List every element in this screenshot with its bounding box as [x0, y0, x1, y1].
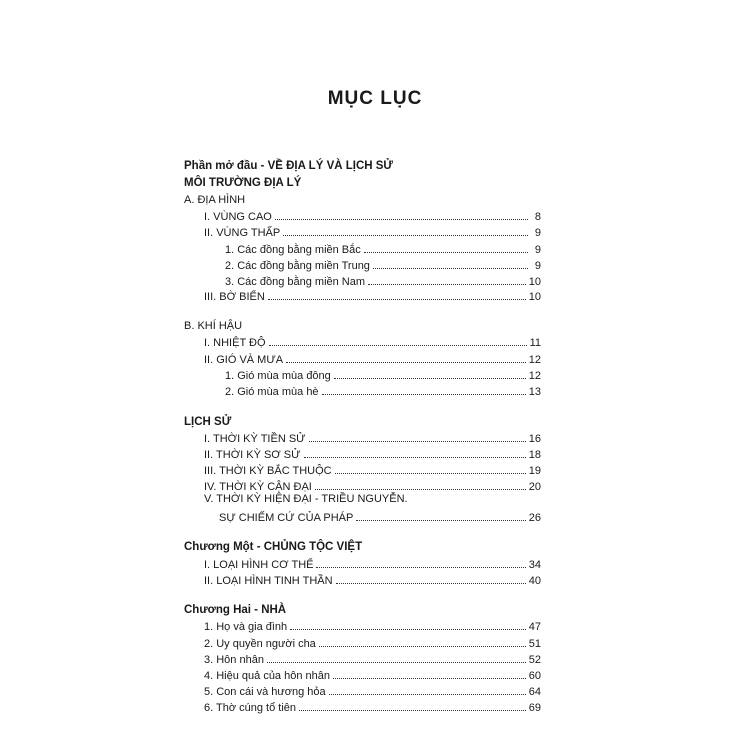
- toc-entry[interactable]: [204, 555, 541, 571]
- toc-entry[interactable]: [204, 634, 541, 650]
- toc-entry[interactable]: [204, 445, 541, 461]
- toc-entry-label: 3. Các đồng bằng miền Nam: [225, 276, 366, 288]
- toc-entry-label: 1. Họ và gia đình: [204, 621, 288, 633]
- toc-entry[interactable]: [204, 698, 541, 714]
- toc-entry-page: 9: [534, 260, 541, 272]
- toc-entry-label: 1. Gió mùa mùa đông: [225, 370, 331, 382]
- leader-dots: [368, 283, 526, 285]
- leader-dots: [299, 709, 526, 711]
- leader-dots: [319, 645, 526, 647]
- toc-entry-label: I. LOẠI HÌNH CƠ THỂ: [204, 559, 314, 571]
- toc-entry-page: 11: [529, 337, 541, 349]
- toc-entry-page: 16: [528, 433, 541, 445]
- intro-heading: Phần mở đầu - VỀ ĐỊA LÝ VÀ LỊCH SỬ: [184, 160, 393, 172]
- section-heading-dia-hinh: A. ĐỊA HÌNH: [184, 194, 246, 206]
- toc-entry-page: 12: [528, 354, 541, 366]
- toc-entry-label: I. NHIỆT ĐỘ: [204, 337, 266, 349]
- toc-entry-label: III. THỜI KỲ BẮC THUỘC: [204, 465, 332, 477]
- toc-entry[interactable]: [225, 272, 541, 288]
- leader-dots: [356, 519, 525, 521]
- toc-entry-page: 69: [528, 702, 541, 714]
- toc-entry[interactable]: [204, 333, 541, 349]
- toc-entry[interactable]: [219, 508, 541, 524]
- toc-entry[interactable]: [204, 223, 541, 239]
- leader-dots: [333, 677, 526, 679]
- toc-entry-page: 64: [528, 686, 541, 698]
- leader-dots: [364, 251, 528, 253]
- toc-entry[interactable]: [204, 666, 541, 682]
- toc-entry-label: SỰ CHIẾM CỨ CỦA PHÁP: [219, 512, 354, 524]
- toc-entry-label[interactable]: V. THỜI KỲ HIỆN ĐẠI - TRIỀU NGUYỄN.: [204, 493, 408, 505]
- toc-entry-label: I. THỜI KỲ TIỀN SỬ: [204, 433, 306, 445]
- leader-dots: [336, 582, 526, 584]
- leader-dots: [269, 344, 527, 346]
- toc-entry-label: I. VÙNG CAO: [204, 211, 272, 223]
- toc-entry-label: 5. Con cái và hương hỏa: [204, 686, 326, 698]
- toc-entry[interactable]: [204, 429, 541, 445]
- leader-dots: [304, 456, 526, 458]
- toc-entry-page: 52: [528, 654, 541, 666]
- toc-entry-page: 10: [528, 276, 541, 288]
- leader-dots: [283, 234, 528, 236]
- chapter-heading-one: Chương Một - CHỦNG TỘC VIỆT: [184, 541, 363, 553]
- toc-entry[interactable]: [225, 256, 541, 272]
- leader-dots: [315, 488, 526, 490]
- toc-entry-label: 6. Thờ cúng tổ tiên: [204, 702, 297, 714]
- toc-entry-label: III. BỜ BIỂN: [204, 291, 265, 303]
- toc-entry[interactable]: [204, 287, 541, 303]
- toc-entry-page: 20: [528, 481, 541, 493]
- toc-entry-page: 40: [528, 575, 541, 587]
- toc-entry-page: 19: [528, 465, 541, 477]
- section-heading-khi-hau: B. KHÍ HẬU: [184, 320, 243, 332]
- toc-entry[interactable]: [204, 617, 541, 633]
- toc-entry[interactable]: [204, 477, 541, 493]
- toc-entry[interactable]: [204, 650, 541, 666]
- section-heading-lich-su: LỊCH SỬ: [184, 416, 232, 428]
- leader-dots: [268, 298, 526, 300]
- leader-dots: [286, 361, 526, 363]
- toc-entry-label: II. LOẠI HÌNH TINH THẦN: [204, 575, 333, 587]
- leader-dots: [316, 566, 525, 568]
- toc-entry-page: 9: [534, 227, 541, 239]
- toc-entry-label: 4. Hiệu quả của hôn nhân: [204, 670, 330, 682]
- intro-subheading: MÔI TRƯỜNG ĐỊA LÝ: [184, 177, 302, 189]
- toc-entry[interactable]: [225, 366, 541, 382]
- toc-entry-page: 8: [534, 211, 541, 223]
- toc-entry-page: 34: [528, 559, 541, 571]
- toc-entry-label: 1. Các đồng bằng miền Bắc: [225, 244, 361, 256]
- toc-entry[interactable]: [225, 382, 541, 398]
- toc-entry-page: 12: [528, 370, 541, 382]
- toc-entry-label: 2. Các đồng bằng miền Trung: [225, 260, 370, 272]
- leader-dots: [373, 267, 528, 269]
- toc-entry-page: 13: [528, 386, 541, 398]
- chapter-heading-two: Chương Hai - NHÀ: [184, 604, 287, 616]
- toc-entry-label: IV. THỜI KỲ CẬN ĐẠI: [204, 481, 312, 493]
- toc-entry-label: II. VÙNG THẤP: [204, 227, 281, 239]
- toc-entry-label: 3. Hôn nhân: [204, 654, 264, 666]
- toc-entry[interactable]: [204, 682, 541, 698]
- leader-dots: [335, 472, 526, 474]
- leader-dots: [290, 628, 526, 630]
- toc-entry[interactable]: [204, 350, 541, 366]
- page-title: MỤC LỤC: [327, 88, 423, 109]
- toc-entry-label: II. THỜI KỲ SƠ SỬ: [204, 449, 301, 461]
- toc-entry-page: 18: [528, 449, 541, 461]
- toc-entry[interactable]: [204, 461, 541, 477]
- toc-entry-label: II. GIÓ VÀ MƯA: [204, 354, 284, 366]
- leader-dots: [322, 393, 526, 395]
- leader-dots: [329, 693, 526, 695]
- toc-entry-label: 2. Uy quyền người cha: [204, 638, 316, 650]
- toc-entry-page: 9: [534, 244, 541, 256]
- toc-entry-page: 10: [528, 291, 541, 303]
- leader-dots: [275, 218, 528, 220]
- toc-entry-page: 26: [528, 512, 541, 524]
- toc-entry-page: 60: [528, 670, 541, 682]
- toc-entry-page: 51: [528, 638, 541, 650]
- leader-dots: [334, 377, 526, 379]
- toc-entry[interactable]: [204, 571, 541, 587]
- toc-entry-label: 2. Gió mùa mùa hè: [225, 386, 319, 398]
- toc-entry[interactable]: [204, 207, 541, 223]
- leader-dots: [267, 661, 526, 663]
- toc-entry[interactable]: [225, 240, 541, 256]
- leader-dots: [309, 440, 526, 442]
- toc-entry-page: 47: [528, 621, 541, 633]
